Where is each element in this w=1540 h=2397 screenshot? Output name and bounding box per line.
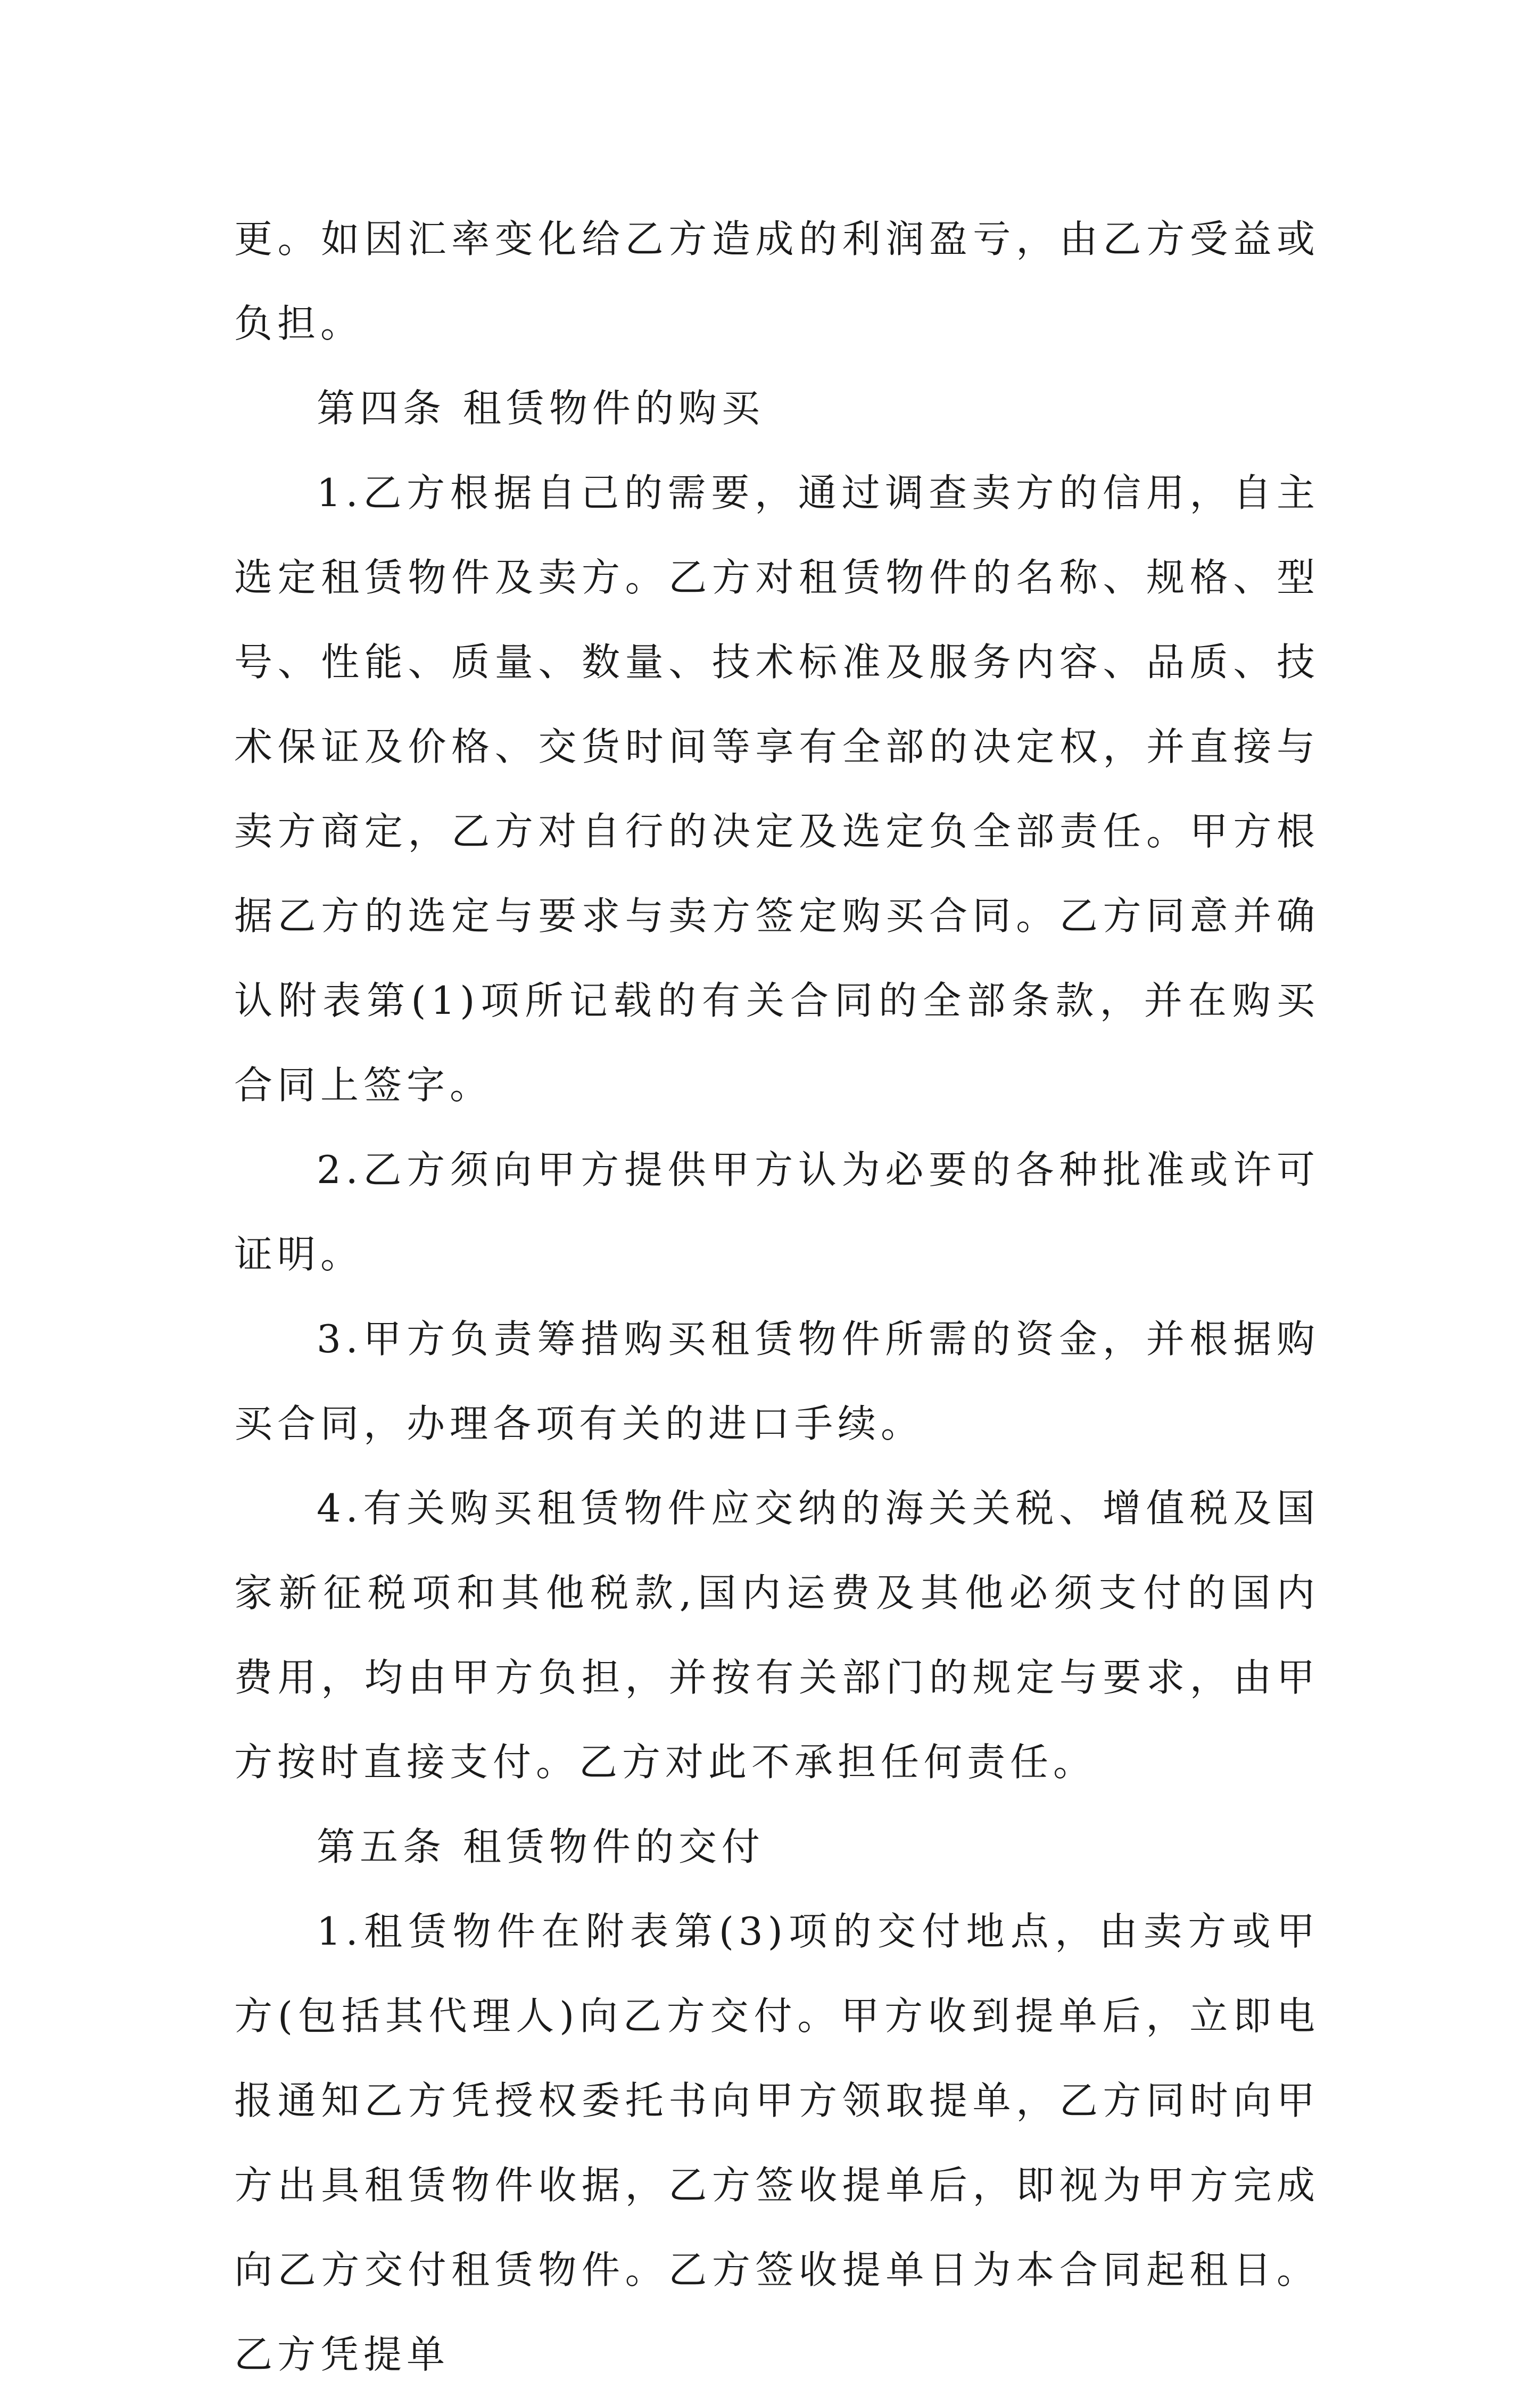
section-heading-article-5: 第五条 租赁物件的交付: [317, 1824, 765, 1869]
paragraph-continuation: 更。如因汇率变化给乙方造成的利润盈亏，由乙方受益或负担。: [234, 217, 1320, 346]
paragraph-article-5-item-1: 1.租赁物件在附表第(3)项的交付地点，由卖方或甲方(包括其代理人)向乙方交付。甲方收到提单后，立即电报通知乙方凭授权委托书向甲方领取提单，乙方同时向甲方出具租赁物件收据，乙方签收提单后，即视为甲方完成向乙方交付租赁物件。乙方签收提单日为本合同起租日。乙方凭提单: [234, 1909, 1320, 2377]
paragraph-article-4-item-3: 3.甲方负责筹措购买租赁物件所需的资金，并根据购买合同，办理各项有关的进口手续。: [234, 1317, 1320, 1446]
section-heading-article-4: 第四条 租赁物件的购买: [317, 386, 765, 431]
paragraph-article-4-item-1: 1.乙方根据自己的需要，通过调查卖方的信用，自主选定租赁物件及卖方。乙方对租赁物件的名称、规格、型号、性能、质量、数量、技术标准及服务内容、品质、技术保证及价格、交货时间等享有全部的决定权，并直接与卖方商定，乙方对自行的决定及选定负全部责任。甲方根据乙方的选定与要求与卖方签定购买合同。乙方同意并确认附表第(1)项所记载的有关合同的全部条款，并在购买合同上签字。: [234, 470, 1320, 1107]
paragraph-article-4-item-2: 2.乙方须向甲方提供甲方认为必要的各种批准或许可证明。: [234, 1147, 1320, 1277]
paragraph-article-4-item-4: 4.有关购买租赁物件应交纳的海关关税、增值税及国家新征税项和其他税款,国内运费及其他必须支付的国内费用，均由甲方负担，并按有关部门的规定与要求，由甲方按时直接支付。乙方对此不承担任何责任。: [234, 1486, 1320, 1784]
document-body: [234, 197, 1320, 2397]
